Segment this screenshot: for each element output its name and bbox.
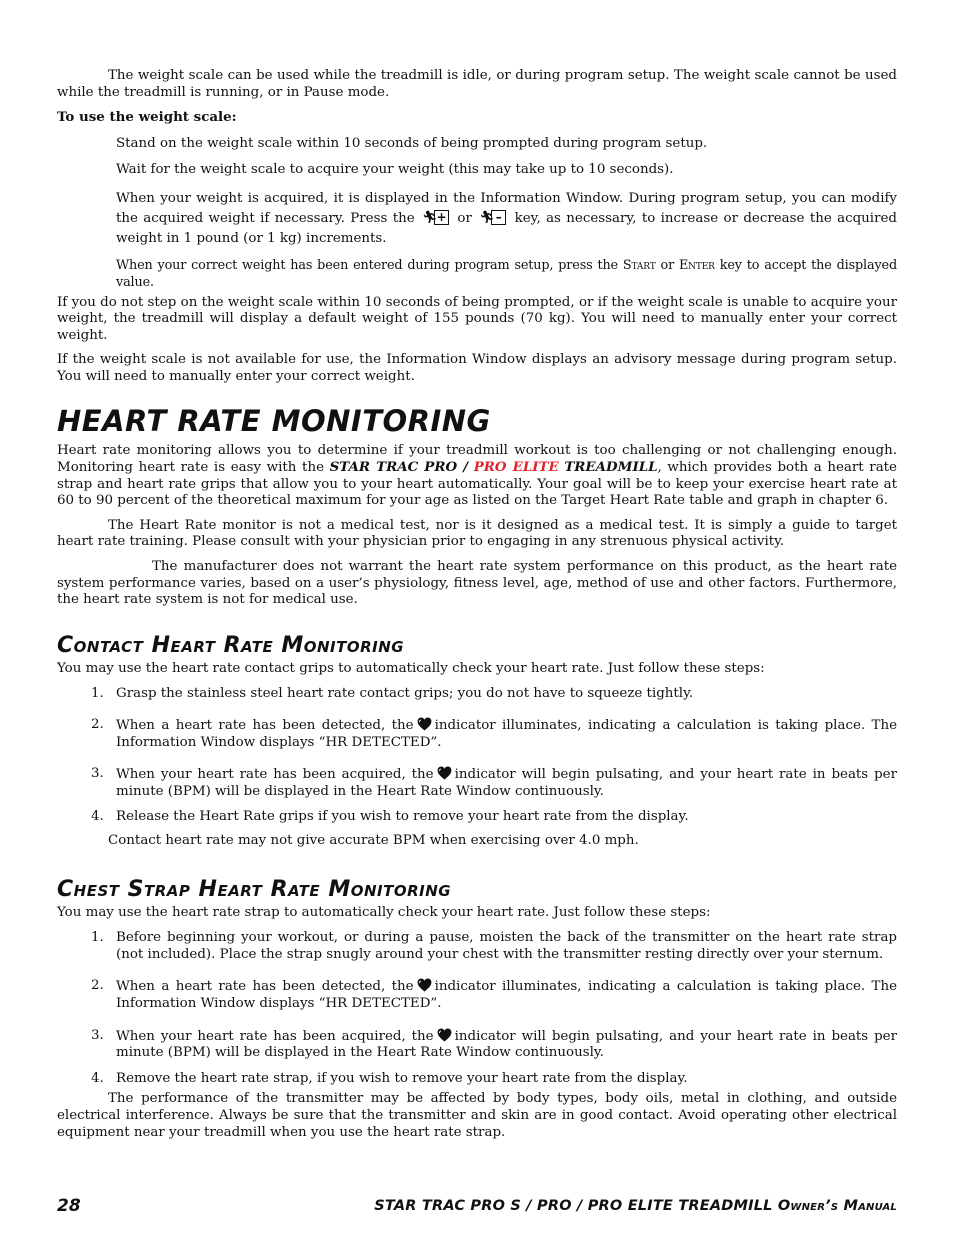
heart-icon <box>437 1028 452 1042</box>
heart-rate-monitoring-title: HEART RATE MONITORING <box>57 403 491 438</box>
page-footer <box>57 1196 897 1218</box>
contact-accuracy-note: Contact heart rate may not give accurate BPM when exercising over 4.0 mph. <box>108 833 639 849</box>
list-item: 2. When a heart rate has been detected, the indicator illuminates, indicating a calculation is taking place. The Information Window displays “HR DETECTED”. <box>91 717 898 750</box>
heart-icon <box>417 978 432 992</box>
heart-icon <box>437 766 452 780</box>
list-item: 3. When your heart rate has been acquired, the indicator will begin pulsating, and your heart rate in beats per minute (BPM) will be displayed in the Heart Rate Window continuously. <box>91 766 897 799</box>
chest-intro: You may use the heart rate strap to automatically check your heart rate. Just follow these steps: <box>57 904 711 920</box>
manual-title: STAR TRAC PRO S / PRO / PRO ELITE TREADMILL Owner’s Manual <box>374 1198 897 1214</box>
list-item: 1. Grasp the stainless steel heart rate contact grips; you do not have to squeeze tightly. <box>91 686 694 702</box>
list-item: 1. Before beginning your workout, or during a pause, moisten the back of the transmitter on the heart rate strap (not included). Place the strap snugly around your chest with the transmitter resting directly over your sternum. <box>91 930 897 962</box>
chest-strap-hrm-title: Chest Strap Heart Rate Monitoring <box>57 876 452 902</box>
weight-step-3: When your weight is acquired, it is displayed in the Information Window. During program setup, you can modify the acquired weight if necessary. Press the 🏃︎ + or 🏃︎ – key, as necessary, to increase or decrease the acquired weight in 1 pound (or 1 kg) increments. <box>116 190 897 246</box>
list-item: 4. Remove the heart rate strap, if you wish to remove your heart rate from the display. <box>91 1070 688 1086</box>
hrm-medical-note: The Heart Rate monitor is not a medical test, nor is it designed as a medical test. It is simply a guide to target heart rate training. Please consult with your physician prior to engaging in any strenuous physical activity. <box>57 517 897 550</box>
weight-step-4: When your correct weight has been entered during program setup, press the Start or Enter key to accept the displayed value. <box>116 258 898 290</box>
list-item: 3. When your heart rate has been acquired, the indicator will begin pulsating, and your heart rate in beats per minute (BPM) will be displayed in the Heart Rate Window continuously. <box>91 1027 897 1061</box>
hrm-warranty-note: The manufacturer does not warrant the heart rate system performance on this product, as the heart rate system performance varies, based on a user’s physiology, fitness level, age, method of use and other factors. Furthermore, the heart rate system is not for medical use. <box>57 559 897 608</box>
weight-scale-heading: To use the weight scale: <box>57 109 237 126</box>
weight-default-note: If you do not step on the weight scale within 10 seconds of being prompted, or if the weight scale is unable to acquire your weight, the treadmill will display a default weight of 155 pounds (70 kg). You will need to manually enter your correct weight. <box>57 294 897 343</box>
weight-unavailable-note: If the weight scale is not available for use, the Information Window displays an advisory message during program setup. You will need to manually enter your correct weight. <box>57 352 897 384</box>
transmitter-note: The performance of the transmitter may be affected by body types, body oils, metal in clothing, and outside electrical interference. Always be sure that the transmitter and skin are in good contact. Avoid operating other electrical equipment near your treadmill when you use the heart rate strap. <box>57 1091 897 1140</box>
weight-step-2: Wait for the weight scale to acquire your weight (this may take up to 10 seconds). <box>116 162 674 178</box>
list-item: 2. When a heart rate has been detected, the indicator illuminates, indicating a calculation is taking place. The Information Window displays “HR DETECTED”. <box>91 978 898 1011</box>
contact-intro: You may use the heart rate contact grips to automatically check your heart rate. Just follow these steps: <box>57 660 765 676</box>
weight-scale-intro: The weight scale can be used while the treadmill is idle, or during program setup. The weight scale cannot be used while the treadmill is running, or in Pause mode. <box>57 68 897 100</box>
hrm-intro: Heart rate monitoring allows you to determine if your treadmill workout is too challenging or not challenging enough. Monitoring heart rate is easy with the STAR TRAC PRO / PRO ELITE TREADMILL, which provides both a heart rate strap and heart rate grips that allow you to your heart automatically. Your goal will be to keep your exercise heart rate at 60 to 90 percent of the theoretical maximum for your age as listed on the Target Heart Rate table and graph in chapter 6. <box>57 442 897 509</box>
contact-hrm-title: Contact Heart Rate Monitoring <box>57 632 405 658</box>
incline-plus-key-icon: 🏃︎ + <box>422 210 450 225</box>
contact-steps-list <box>57 686 897 826</box>
weight-step-1: Stand on the weight scale within 10 seconds of being prompted during program setup. <box>116 135 708 151</box>
list-item: 4. Release the Heart Rate grips if you wish to remove your heart rate from the display. <box>91 809 689 825</box>
page-number: 28 <box>57 1196 81 1216</box>
chest-steps-list <box>57 930 897 1087</box>
heart-icon <box>417 717 432 731</box>
incline-minus-key-icon: 🏃︎ – <box>479 210 507 225</box>
page-content <box>57 68 897 1141</box>
